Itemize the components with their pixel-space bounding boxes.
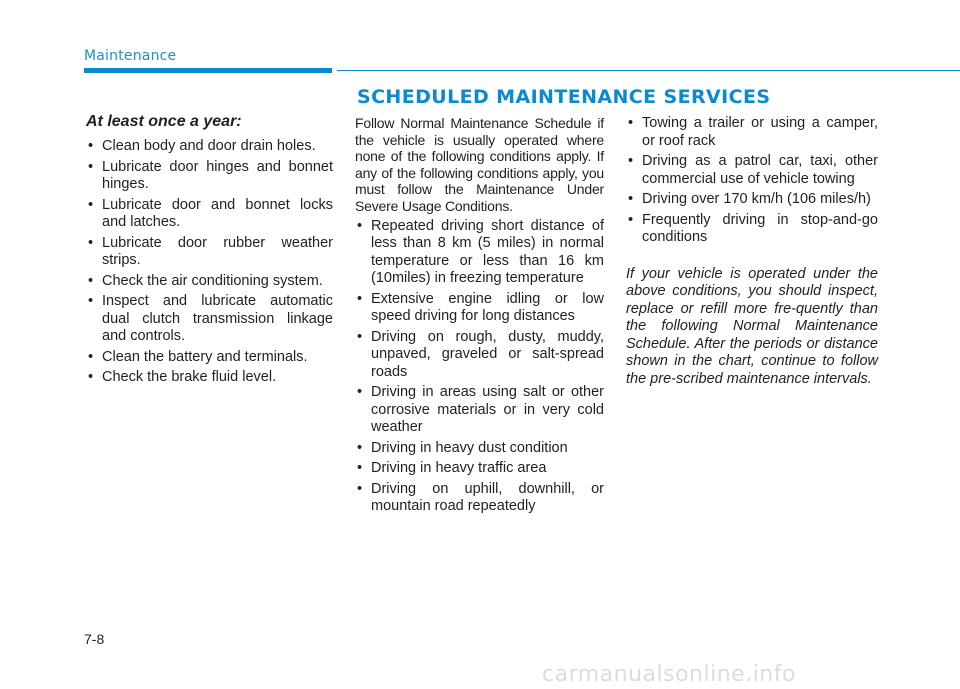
- bullet-icon: •: [88, 138, 94, 154]
- list-item: • Driving in heavy dust condition: [357, 439, 568, 456]
- list-item: • Towing a trailer or using a camper, or roof rack: [628, 115, 878, 149]
- bullet-icon: •: [357, 328, 363, 345]
- bullet-icon: •: [88, 369, 94, 385]
- list-item: • Clean body and door drain holes.: [88, 138, 316, 154]
- list-item: • Lubricate door hinges and bonnet hinges.: [88, 158, 333, 192]
- bullet-icon: •: [628, 115, 634, 131]
- chapter-title: SCHEDULED MAINTENANCE SERVICES: [357, 86, 771, 108]
- column-3: [626, 115, 878, 388]
- list-item: • Lubricate door rubber weather strips.: [88, 234, 333, 268]
- list-item: • Extensive engine idling or low speed driving for long distances: [357, 290, 604, 325]
- list-item: • Inspect and lubricate automatic dual clutch transmission linkage and controls.: [88, 293, 333, 344]
- bullet-icon: •: [357, 439, 363, 456]
- bullet-icon: •: [357, 384, 363, 401]
- section-label: Maintenance: [84, 48, 177, 64]
- list-item: • Frequently driving in stop-and-go conditions: [628, 211, 878, 245]
- bullet-icon: •: [88, 158, 94, 175]
- bullet-icon: •: [357, 217, 363, 234]
- bullet-icon: •: [88, 196, 94, 213]
- list-item: • Driving as a patrol car, taxi, other commercial use of vehicle towing: [628, 153, 878, 187]
- list-item: • Check the brake fluid level.: [88, 369, 277, 385]
- page-number: 7-8: [84, 631, 105, 647]
- severe-conditions-list-continued: [626, 115, 878, 247]
- header-rule-thick: [84, 68, 332, 73]
- list-item: • Check the air conditioning system.: [88, 272, 323, 289]
- bullet-icon: •: [88, 293, 94, 309]
- header-rule-thin: [337, 70, 960, 71]
- column-2: [355, 115, 604, 519]
- bullet-icon: •: [357, 290, 363, 307]
- watermark: carmanualsonline.info: [542, 662, 796, 687]
- bullet-icon: •: [357, 480, 363, 497]
- list-item: • Driving over 170 km/h (106 miles/h): [628, 191, 871, 207]
- bullet-icon: •: [88, 234, 94, 251]
- bullet-icon: •: [628, 211, 634, 228]
- severe-conditions-list: [355, 218, 604, 516]
- severe-usage-note: If your vehicle is operated under the above conditions, you should inspect, replace or refill more fre-quently than the following Normal Maintenance Schedule. After the periods or distance shown in the chart, continue to follow the pre-scribed maintenance intervals.: [626, 265, 878, 387]
- list-item: • Driving in areas using salt or other corrosive materials or in very cold weather: [357, 384, 604, 436]
- intro-paragraph: Follow Normal Maintenance Schedule if the vehicle is usually operated where none of the following conditions apply. If any of the following conditions apply, you must follow the Maintenance Under Severe Usage Conditions.: [355, 115, 604, 214]
- list-item: • Repeated driving short distance of less than 8 km (5 miles) in normal temperature or less than 16 km (10miles) in freezing temperature: [357, 217, 604, 287]
- bullet-icon: •: [357, 460, 363, 477]
- list-item: • Driving in heavy traffic area: [357, 460, 547, 477]
- list-item: • Lubricate door and bonnet locks and latches.: [88, 196, 333, 230]
- bullet-icon: •: [628, 191, 634, 207]
- list-item: • Driving on uphill, downhill, or mountain road repeatedly: [357, 480, 604, 515]
- bullet-icon: •: [88, 272, 94, 289]
- column-1: [86, 112, 333, 390]
- bullet-icon: •: [628, 153, 634, 169]
- subheading-once-a-year: At least once a year:: [86, 113, 242, 130]
- yearly-checklist: [86, 138, 333, 387]
- list-item: • Driving on rough, dusty, muddy, unpaved, graveled or salt-spread roads: [357, 328, 604, 380]
- list-item: • Clean the battery and terminals.: [88, 348, 308, 365]
- bullet-icon: •: [88, 348, 94, 365]
